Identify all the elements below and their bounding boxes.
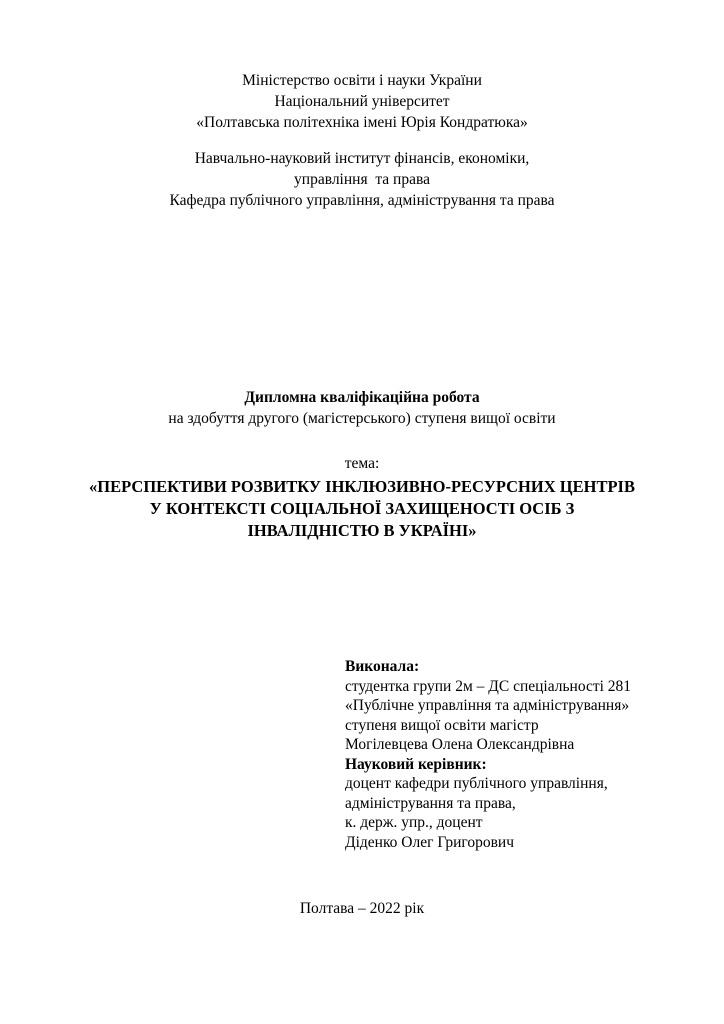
author-heading: Виконала: [345,658,420,675]
footer-block [0,898,724,919]
university-name: «Полтавська політехніка імені Юрія Кондратюка» [196,114,528,131]
institute-name-line2: управління та права [294,171,430,188]
institute-name-line1: Навчально-науковий інститут фінансів, економіки, [194,150,530,167]
author-specialty: «Публічне управління та адміністрування» [345,697,630,714]
topic-line-1: «ПЕРСПЕКТИВИ РОЗВИТКУ ІНКЛЮЗИВНО-РЕСУРСНИХ ЦЕНТРІВ [89,477,635,496]
topic-line-3: ІНВАЛІДНІСТЮ В УКРАЇНІ» [247,521,477,540]
supervisor-position-cont: адміністрування та права, [345,794,516,812]
author-degree: ступеня вищої освіти магістр [345,716,539,734]
topic-line-2: У КОНТЕКСТІ СОЦІАЛЬНОЇ ЗАХИЩЕНОСТІ ОСІБ З [149,499,575,518]
supervisor-position: доцент кафедри публічного управління, [345,775,608,792]
topic-label: тема: [344,455,380,472]
topic-label-block [0,453,724,474]
ministry-name: Міністерство освіти і науки України [242,72,482,89]
authors-block [345,657,631,852]
institute-block [0,148,724,211]
department-name: Кафедра публічного управління, адміністрування та права [169,192,555,209]
supervisor-heading: Науковий керівник: [345,755,487,773]
place-year: Полтава – 2022 рік [299,900,425,917]
supervisor-degree: к. держ. упр., доцент [345,814,483,831]
header-block [0,70,724,133]
author-name: Могілевцева Олена Олександрівна [345,736,575,753]
supervisor-name: Діденко Олег Григорович [345,833,515,851]
university-label: Національний університет [274,93,450,110]
author-group: студентка групи 2м – ДС спеціальності 281 [345,677,632,695]
topic-block [0,476,724,542]
work-title: Дипломна кваліфікаційна робота [244,389,480,406]
work-type-block [0,387,724,429]
work-subtitle: на здобуття другого (магістерського) ступеня вищої освіти [168,410,556,427]
